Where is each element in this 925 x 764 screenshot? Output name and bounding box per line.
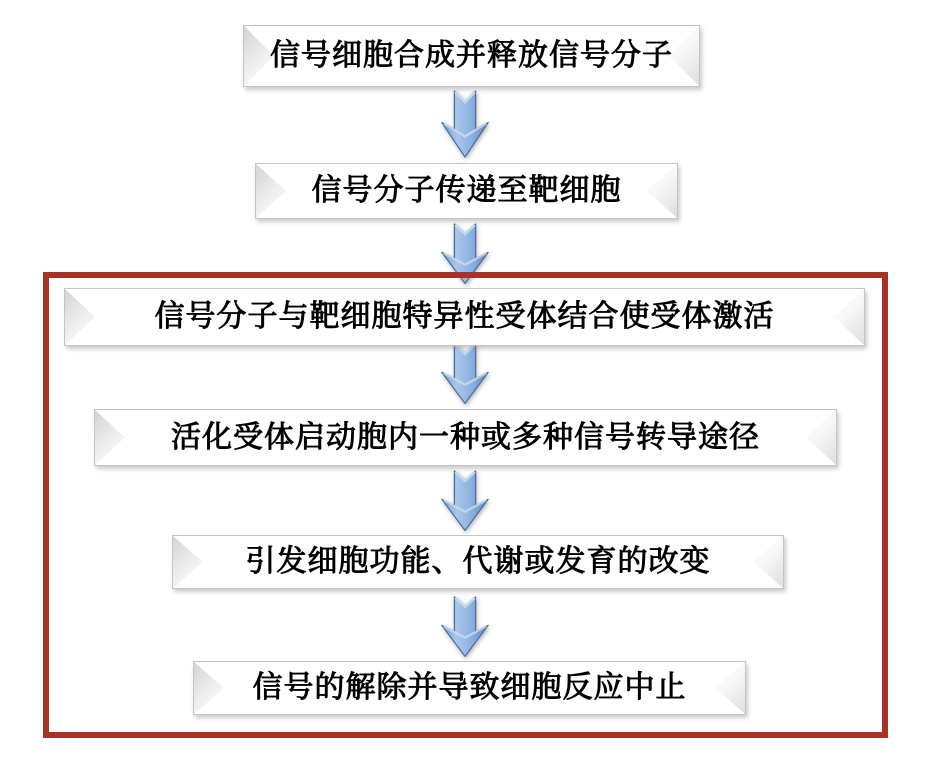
down-arrow-icon (436, 90, 494, 161)
bevel-right-decoration (647, 164, 677, 218)
bevel-right-decoration (669, 26, 699, 86)
down-arrow-icon (436, 343, 494, 407)
bevel-left-decoration (256, 164, 286, 218)
bevel-left-decoration (173, 536, 203, 588)
flow-step-3-label: 信号分子与靶细胞特异性受体结合使受体激活 (154, 300, 775, 333)
flow-step-2 (255, 163, 678, 219)
flow-step-4 (94, 409, 837, 466)
bevel-right-decoration (715, 662, 745, 714)
bevel-left-decoration (95, 410, 125, 465)
flow-step-3 (64, 288, 865, 346)
flow-step-6-label: 信号的解除并导致细胞反应中止 (252, 671, 687, 704)
flow-step-5-label: 引发细胞功能、代谢或发育的改变 (245, 545, 711, 578)
bevel-right-decoration (753, 536, 783, 588)
down-arrow-icon (436, 223, 494, 287)
flow-step-6 (193, 661, 746, 715)
bevel-right-decoration (806, 410, 836, 465)
flow-step-2-label: 信号分子传递至靶细胞 (311, 174, 622, 207)
bevel-left-decoration (65, 289, 95, 345)
flow-step-1-label: 信号细胞合成并释放信号分子 (270, 39, 673, 72)
flow-step-4-label: 活化受体启动胞内一种或多种信号转导途径 (171, 420, 760, 454)
bevel-right-decoration (834, 289, 864, 345)
bevel-left-decoration (194, 662, 224, 714)
down-arrow-icon (436, 470, 494, 534)
flow-step-1 (243, 25, 700, 87)
down-arrow-icon (436, 596, 494, 660)
flow-step-5 (172, 535, 784, 589)
